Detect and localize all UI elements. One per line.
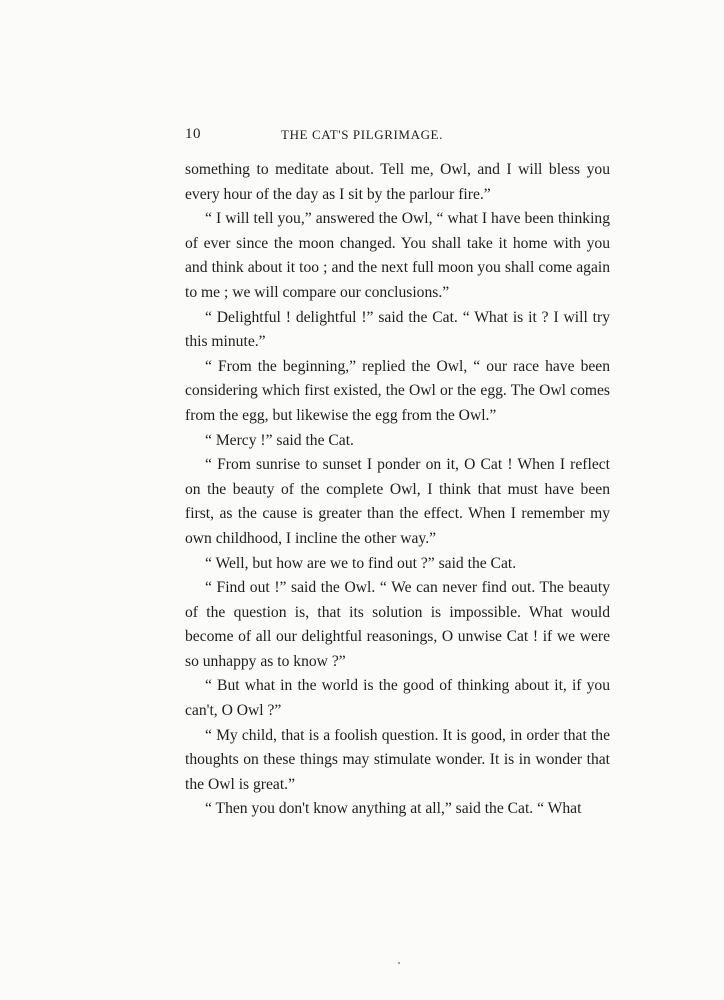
paragraph: “ Then you don't know anything at all,” said the Cat. “ What	[205, 800, 582, 818]
paragraph: “ Mercy !” said the Cat.	[205, 431, 354, 449]
paragraph: “ Well, but how are we to find out ?” said the Cat.	[205, 554, 517, 572]
paragraph: “ From the beginning,” replied the Owl, “ our race have been considering which first existed, the Owl or the egg. The Owl comes from the egg, but likewise the egg from the Owl.”	[185, 357, 610, 424]
paper-speck	[398, 962, 400, 964]
body-text	[185, 158, 610, 822]
paragraph: “ Find out !” said the Owl. “ We can never find out. The beauty of the question is, that its solution is impossible. What would become of all our delightful reasonings, O unwise Cat ! if we were so unhappy as to know ?”	[185, 579, 610, 670]
paragraph: “ But what in the world is the good of thinking about it, if you can't, O Owl ?”	[185, 677, 610, 720]
paragraph: something to meditate about. Tell me, Owl, and I will bless you every hour of the day as I sit by the parlour fire.”	[185, 161, 610, 203]
page-number: 10	[185, 126, 201, 142]
running-title: THE CAT'S PILGRIMAGE.	[281, 127, 443, 142]
paragraph: “ My child, that is a foolish question. It is good, in order that the thoughts on these things may stimulate wonder. It is in wonder that the Owl is great.”	[185, 726, 610, 793]
paragraph: “ From sunrise to sunset I ponder on it, O Cat ! When I reflect on the beauty of the complete Owl, I think that must have been first, as the cause is greater than the effect. When I remember my own childhood, I incline the other way.”	[185, 456, 610, 547]
paragraph: “ I will tell you,” answered the Owl, “ what I have been thinking of ever since the moon changed. You shall take it home with you and think about it too ; and the next full moon you shall come again to me ; we will compare our conclusions.”	[185, 210, 610, 301]
paragraph: “ Delightful ! delightful !” said the Cat. “ What is it ? I will try this minute.”	[185, 308, 610, 351]
